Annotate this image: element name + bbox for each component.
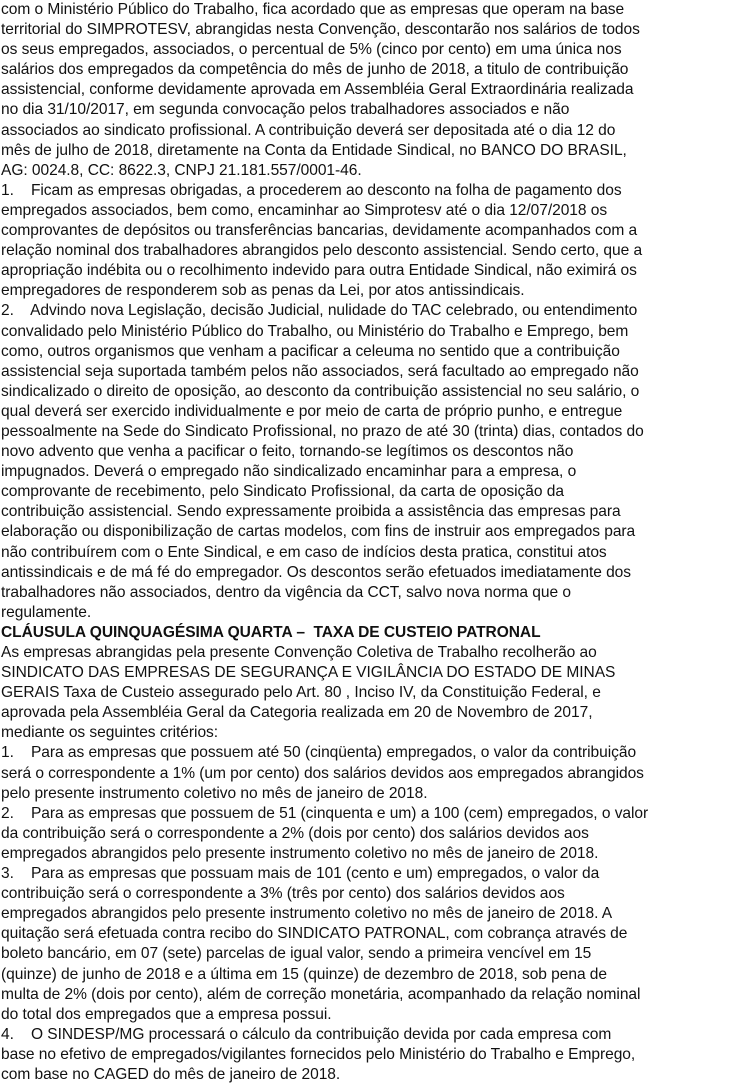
criteria-item-4 (1, 1025, 727, 1085)
text-line: (quinze) de junho de 2018 e a última em 15 (quinze) de dezembro de 2018, sob pena de (1, 965, 608, 983)
text-line: multa de 2% (dois por cento), além de correção monetária, acompanhado da relação nominal (1, 985, 641, 1003)
paragraph-custeio-intro (1, 643, 727, 743)
text-line: novo advento que venha a pacificar o feito, tornando-se legítimos os descontos não (1, 443, 574, 461)
text-line: impugnados. Deverá o empregado não sindicalizado encaminhar para a empresa, o (1, 463, 577, 481)
criteria-item-1 (1, 743, 727, 803)
text-line: 2. Advindo nova Legislação, decisão Judicial, nulidade do TAC celebrado, ou entendimento (1, 302, 638, 320)
criteria-item-2 (1, 804, 727, 864)
text-line: quitação será efetuada contra recibo do SINDICATO PATRONAL, com cobrança através de (1, 925, 628, 943)
text-line: AG: 0024.8, CC: 8622.3, CNPJ 21.181.557/0001-46. (1, 161, 362, 179)
text-line: elaboração ou disponibilização de cartas modelos, com fins de instruir aos empregados para (1, 523, 636, 541)
text-line: no dia 31/10/2017, em segunda convocação pelos trabalhadores associados e não (1, 101, 570, 119)
clause-title: CLÁUSULA QUINQUAGÉSIMA QUARTA – TAXA DE CUSTEIO PATRONAL (1, 623, 541, 641)
text-line: com base no CAGED do mês de janeiro de 2018. (1, 1065, 341, 1083)
text-line: 4. O SINDESP/MG processará o cálculo da contribuição devida por cada empresa com (1, 1025, 612, 1043)
paragraph-contribution-intro (1, 0, 727, 181)
text-line: da contribuição será o correspondente a 2% (dois por cento) dos salários devidos aos (1, 824, 589, 842)
text-line: empregados abrangidos pelo presente instrumento coletivo no mês de janeiro de 2018. A (1, 905, 613, 923)
criteria-item-3 (1, 864, 727, 1025)
text-line: pessoalmente na Sede do Sindicato Profissional, no prazo de até 30 (trinta) dias, contados do (1, 422, 644, 440)
text-line: associados ao sindicato profissional. A contribuição deverá ser depositada até o dia 12 do (1, 121, 616, 139)
text-line: empregados abrangidos pelo presente instrumento coletivo no mês de janeiro de 2018. (1, 844, 599, 862)
text-line: 1. Para as empresas que possuem até 50 (cinqüenta) empregados, o valor da contribuição (1, 744, 637, 762)
text-line: territorial do SIMPROTESV, abrangidas nesta Convenção, descontarão nos salários de todos (1, 21, 640, 39)
text-line: SINDICATO DAS EMPRESAS DE SEGURANÇA E VIGILÂNCIA DO ESTADO DE MINAS (1, 664, 616, 682)
text-line: GERAIS Taxa de Custeio assegurado pelo Art. 80 , Inciso IV, da Constituição Federal, e (1, 684, 601, 702)
text-line: 2. Para as empresas que possuem de 51 (cinquenta e um) a 100 (cem) empregados, o valor (1, 804, 649, 822)
text-line: base no efetivo de empregados/vigilantes fornecidos pelo Ministério do Trabalho e Emprego, (1, 1045, 636, 1063)
text-line: contribuição assistencial. Sendo expressamente proibida a assistência das empresas para (1, 503, 621, 521)
text-line: regulamente. (1, 603, 92, 621)
text-line: boleto bancário, em 07 (sete) parcelas de igual valor, sendo a primeira vencível em 15 (1, 945, 592, 963)
text-line: convalidado pelo Ministério Público do Trabalho, ou Ministério do Trabalho e Emprego, bem (1, 322, 629, 340)
text-line: empregados associados, bem como, encaminhar ao Simprotesv até o dia 12/07/2018 os (1, 201, 608, 219)
text-line: apropriação indébita ou o recolhimento indevido para outra Entidade Sindical, não eximirá os (1, 262, 637, 280)
text-line: salários dos empregados da competência do mês de junho de 2018, a titulo de contribuição (1, 61, 629, 79)
text-line: sindicalizado o direito de oposição, ao desconto da contribuição assistencial no seu salário, o (1, 382, 640, 400)
text-line: não contribuírem com o Ente Sindical, e em caso de indícios desta pratica, constitui atos (1, 543, 607, 561)
list-item-2 (1, 301, 727, 623)
text-line: mês de julho de 2018, diretamente na Conta da Entidade Sindical, no BANCO DO BRASIL, (1, 141, 627, 159)
text-line: antissindicais e de má fé do empregador. Os descontos serão efetuados imediatamente dos (1, 563, 631, 581)
text-line: contribuição será o correspondente a 3% (três por cento) dos salários devidos aos (1, 885, 565, 903)
text-line: será o correspondente a 1% (um por cento) dos salários devidos aos empregados abrangidos (1, 764, 644, 782)
text-line: 3. Para as empresas que possuam mais de 101 (cento e um) empregados, o valor da (1, 865, 600, 883)
clause-heading (1, 623, 727, 643)
text-line: trabalhadores não associados, dentro da vigência da CCT, salvo nova norma que o (1, 583, 571, 601)
text-line: assistencial, conforme devidamente aprovada em Assembléia Geral Extraordinária realizada (1, 81, 634, 99)
text-line: aprovada pela Assembléia Geral da Categoria realizada em 20 de Novembro de 2017, (1, 704, 593, 722)
text-line: comprovantes de depósitos ou transferências bancarias, devidamente acompanhados com a (1, 222, 638, 240)
text-line: como, outros organismos que venham a pacificar a celeuma no sentido que a contribuição (1, 342, 620, 360)
text-line: assistencial seja suportada também pelos não associados, será facultado ao empregado não (1, 362, 639, 380)
text-line: os seus empregados, associados, o percentual de 5% (cinco por cento) em uma única nos (1, 41, 622, 59)
text-line: 1. Ficam as empresas obrigadas, a procederem ao desconto na folha de pagamento dos (1, 181, 622, 199)
text-line: com o Ministério Público do Trabalho, fica acordado que as empresas que operam na base (1, 1, 625, 18)
text-line: relação nominal dos trabalhadores abrangidos pelo desconto assistencial. Sendo certo, que a (1, 242, 643, 260)
list-item-1 (1, 181, 727, 302)
text-line: mediante os seguintes critérios: (1, 724, 219, 742)
text-line: As empresas abrangidas pela presente Convenção Coletiva de Trabalho recolherão ao (1, 644, 597, 661)
text-line: qual deverá ser exercido individualmente e por meio de carta de próprio punho, e entregue (1, 402, 623, 420)
text-line: comprovante de recebimento, pelo Sindicato Profissional, da carta de oposição da (1, 483, 564, 501)
text-line: pelo presente instrumento coletivo no mês de janeiro de 2018. (1, 784, 428, 802)
text-line: do total dos empregados que a empresa possui. (1, 1005, 332, 1023)
text-line: empregadores de responderem sob as penas da Lei, por atos antissindicais. (1, 282, 525, 300)
